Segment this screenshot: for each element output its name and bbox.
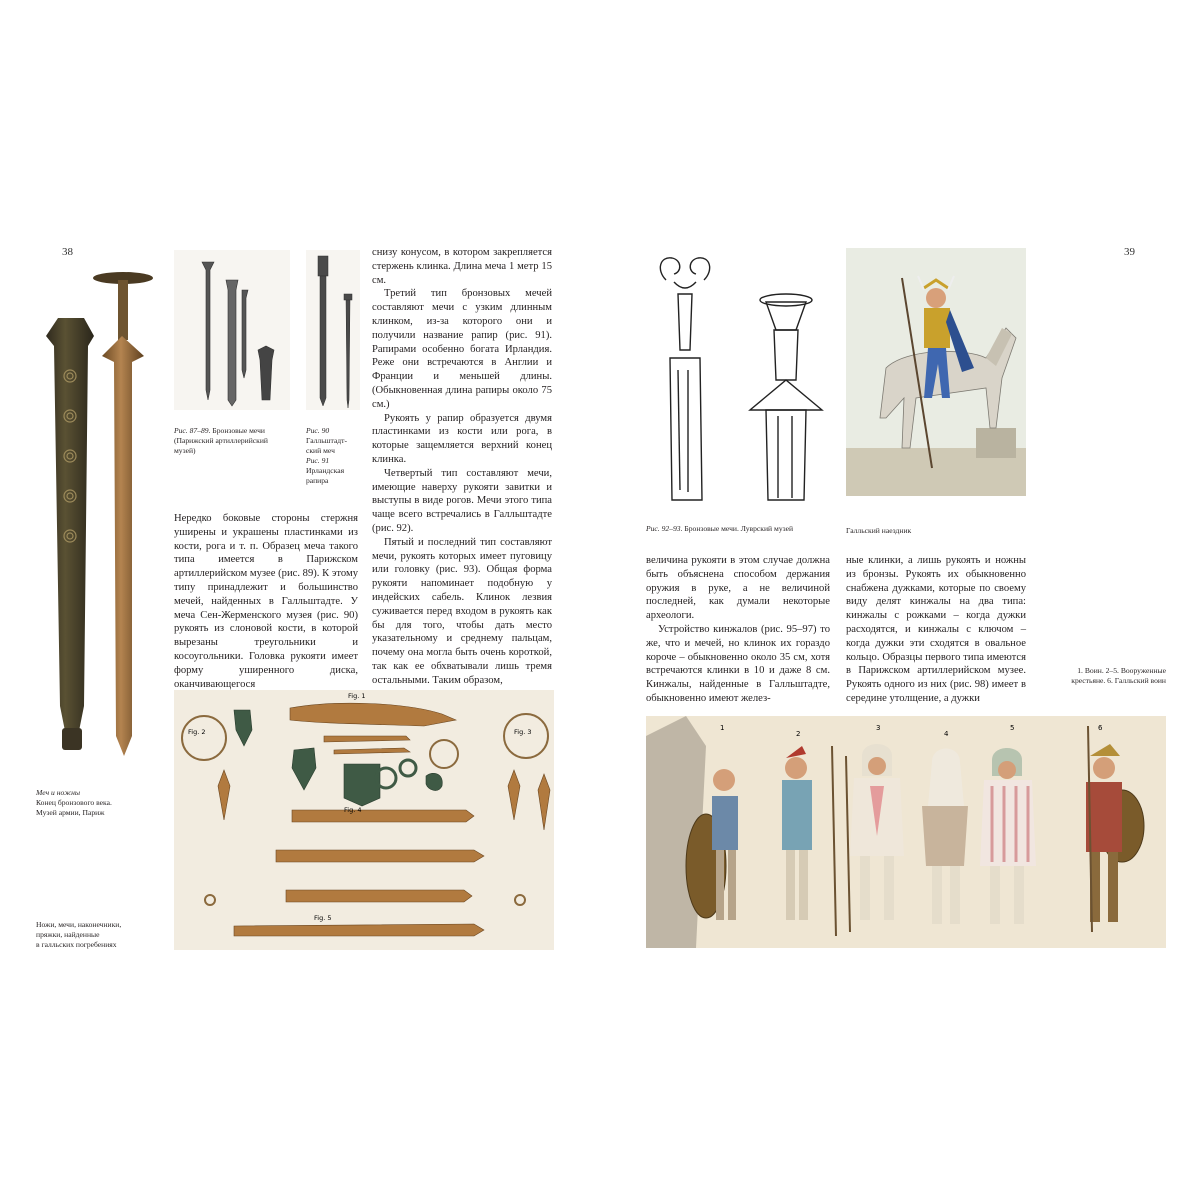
grave-goods-plate [174,690,554,950]
grave-goods-caption [36,920,170,950]
left-text-column-2 [372,246,552,686]
gallic-rider-image [846,248,1026,496]
warrior-number: 3 [876,724,881,732]
plate-label: Fig. 1 [348,692,366,700]
paragraph: величина рукояти в этом случае должна быть объяснена способом держания оружия в руке, а не величиной последней, как думали некоторые археологи. [646,555,830,622]
fig-92-93-image [646,250,828,520]
warriors-caption [1040,666,1166,686]
caption-line: (Парижский артиллерийский [174,436,268,445]
right-text-column-2 [846,554,1026,714]
right-page-number: 39 [1124,246,1135,258]
paragraph: Устройство кинжалов (рис. 95–97) то же, что и мечей, но клинок их гораздо короче – обыкновенно около 35 см, хотя встречаются клинки в 10 и даже 8 см. Кинжалы, найденные в Галльштадте, обыкновенно имеют желез- [646,623,830,704]
warrior-number: 2 [796,730,801,738]
plate-label: Fig. 2 [188,728,206,736]
fig-92-93-caption [646,524,836,534]
gallic-rider-caption: Галльский наездник [846,526,912,535]
caption-line: 1. Воин. 2–5. Вооруженные [1077,666,1166,675]
caption-line: Бронзовые мечи [210,426,265,435]
caption-line: Конец бронзового века. [36,798,112,807]
paragraph: Нередко боковые стороны стержня уширены и украшены пластинками из кости, рога и т. п. Образец меча такого типа имеется в Парижском артиллерийском музее (рис. 89). К этому типу принадлежит и большинство мечей, найденных в Галльштадте. У меча Сен-Жерменского музея (рис. 90) рукоять из слоновой кости, в которой вырезаны треугольники и косоугольники. Головка рукояти имеет форму уширенного диска, оканчивающегося [174,513,358,690]
caption-line: крестьяне. 6. Галльский воин [1071,676,1166,685]
caption-line: в галльских погребениях [36,940,117,949]
paragraph: ные клинки, а лишь рукоять и ножны из бронзы. Рукоять их обыкновенно снабжена дужками, которые по своему виду делят кинжалы на два типа: кинжалы с рожками – когда дужки расходятся, и кинжалы с ключом – когда дужки эти сходятся в овальное кольцо. Образцы первого типа имеются в Парижском артиллерийском музее. Рукоять одного из них (рис. 98) имеет в середине утолщение, а дужки [846,555,1026,704]
warrior-number: 1 [720,724,725,732]
paragraph: Четвертый тип составляют мечи, имеющие наверху рукояти завитки и выступы в виде рогов. Мечи этого типа чаще всего встречались в Галльштадте (рис. 92). [372,467,552,534]
caption-line: музей) [174,446,196,455]
caption-italic: Меч и ножны [36,788,81,797]
warrior-number: 4 [944,730,949,738]
plate-label: Fig. 3 [514,728,532,736]
fig-87-89-image [174,250,290,410]
fig-87-89-caption [174,426,292,456]
caption-italic: Рис. 90 [306,426,330,435]
caption-line: Бронзовые мечи. Луврский музей [682,524,794,533]
caption-italic: Рис. 87–89. [174,426,211,435]
gallic-rider-illustration [846,248,1026,496]
paragraph: снизу конусом, в котором закрепляется стержень клинка. Длина меча 1 метр 15 см. [372,247,552,286]
warriors-illustration [646,716,1166,948]
bronze-swords-line-drawing [646,250,828,520]
caption-line: Музей армии, Париж [36,808,105,817]
bronze-sword-illustration [36,266,158,766]
warriors-plate [646,716,1166,948]
warrior-number: 6 [1098,724,1103,732]
left-page-number: 38 [62,246,73,258]
right-text-column-1 [646,554,830,714]
caption-line: Ножи, мечи, наконечники, [36,920,122,929]
paragraph: Пятый и последний тип составляют мечи, рукоять которых имеет пуговицу или головку (рис. 93). Общая форма рукояти напоминает подобную у индейских сабель. Клинок лезвия суживается перед входом в рукоять как бы для того, чтобы дать место указательному и среднему пальцам, почему она могла быть очень короткой, так как ее обхватывали лишь тремя остальными. Таким образом, [372,536,552,686]
plate-label: Fig. 4 [344,806,362,814]
caption-line: Ирландская [306,466,345,475]
caption-italic: Рис. 92–93. [646,524,683,533]
warrior-number: 5 [1010,724,1015,732]
grave-goods-illustration [174,690,554,950]
fig-90-91-image [306,250,360,410]
sword-scabbard-caption [36,788,156,818]
paragraph: Третий тип бронзовых мечей составляют мечи с узким длинным клинком, из-за которого они и получили название рапир (рис. 91). Рапирами особенно богата Ирландия. Реже они встречаются в Англии и Франции и меньшей длины. (Обыкновенная длина рапиры около 75 см.) [372,288,552,410]
caption-line: Галльштадт- [306,436,348,445]
fig-90-91-caption [306,426,366,486]
plate-label: Fig. 5 [314,914,332,922]
caption-italic: Рис. 91 [306,456,330,465]
left-text-column-1 [174,512,358,690]
caption-line: ский меч [306,446,335,455]
caption-line: пряжки, найденные [36,930,100,939]
sword-and-scabbard-image [36,266,158,766]
paragraph: Рукоять у рапир образуется двумя пластинками из кости или рога, в которые защемляется верхний конец клинка. [372,412,552,465]
caption-line: рапира [306,476,329,485]
